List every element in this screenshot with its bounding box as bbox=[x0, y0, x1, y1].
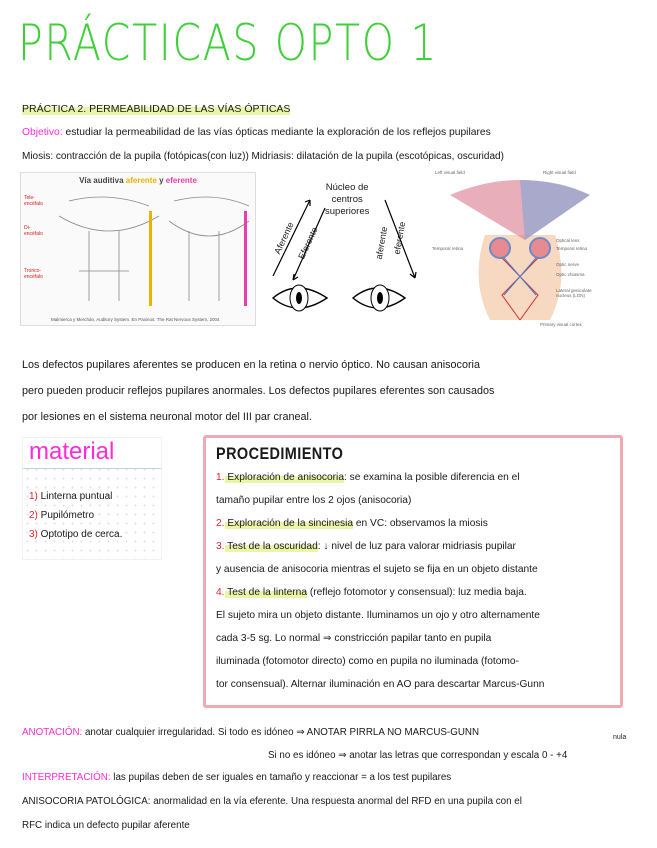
step-text: El sujeto mira un objeto distante. Iluminamos un ojo y otro alternamente bbox=[216, 610, 540, 621]
procedure-box bbox=[203, 435, 623, 708]
miosis-line: Miosis: contracción de la pupila (fotópicas(con luz)) Midriasis: dilatación de la pupila (escotópicas, oscuridad) bbox=[22, 151, 504, 162]
step-text: (reflejo fotomotor y consensual): luz media baja. bbox=[307, 587, 527, 598]
anisocoria-line: ANISOCORIA PATOLÓGICA: anormalidad en la vía eferente. Una respuesta anormal del RFD en una pupila con el bbox=[22, 796, 522, 807]
label-efferent-left: Eferente bbox=[296, 225, 320, 261]
procedure-line bbox=[216, 650, 610, 673]
figure-and: y bbox=[156, 176, 166, 185]
step-text: en VC: observamos la miosis bbox=[353, 518, 488, 529]
objective-text: estudiar la permeabilidad de las vías ópticas mediante la exploración de los reflejos pupilares bbox=[62, 127, 491, 138]
step-text: tamaño pupilar entre los 2 ojos (anisocoria) bbox=[216, 495, 412, 506]
annotation-line bbox=[22, 727, 479, 738]
label-tronco: Tronco-encéfalo bbox=[24, 268, 43, 280]
label-afferent-right: aferente bbox=[373, 225, 390, 261]
diagram-top-1: Núcleo de bbox=[325, 182, 369, 193]
item-number: 2) bbox=[29, 510, 38, 521]
procedure-line bbox=[216, 558, 610, 581]
label-lgn: Lateral geniculate nucleus (LGN) bbox=[556, 288, 592, 298]
paragraph-line: pero pueden producir reflejos pupilares anormales. Los defectos pupilares eferentes son causados bbox=[22, 385, 495, 397]
procedure-line bbox=[216, 535, 610, 558]
annotation-label: ANOTACIÓN: bbox=[22, 727, 83, 738]
page-title: PRÁCTICAS OPTO 1 bbox=[18, 14, 439, 72]
label-left-field: Left visual field bbox=[435, 170, 465, 175]
section-heading: PRÁCTICA 2. PERMEABILIDAD DE LAS VÍAS ÓPTICAS bbox=[22, 103, 291, 115]
label-afferent-left: Aferente bbox=[272, 220, 296, 256]
step-text: iluminada (fotomotor directo) como en pupila no iluminada (fotomo- bbox=[216, 656, 519, 667]
brain-sketch bbox=[49, 191, 254, 313]
diagram-top-3: superiores bbox=[325, 206, 370, 217]
step-title: Exploración de la sincinesia bbox=[224, 518, 354, 529]
material-item bbox=[29, 529, 161, 540]
figure-efferent: eferente bbox=[165, 176, 197, 185]
visual-pathway-figure bbox=[430, 170, 605, 330]
procedure-line bbox=[216, 581, 610, 604]
material-box bbox=[22, 437, 162, 560]
item-number: 1) bbox=[29, 491, 38, 502]
interpretation-line bbox=[22, 772, 451, 783]
objective-line bbox=[22, 127, 491, 138]
item-text: Optotipo de cerca. bbox=[37, 529, 123, 540]
nula-note: nula bbox=[613, 734, 627, 741]
auditory-pathway-figure bbox=[20, 172, 256, 326]
interpretation-text: las pupilas deben de ser iguales en tamaño y reaccionar = a los test pupilares bbox=[110, 772, 452, 783]
figure-caption: Malmierca y Merchán, Auditory System. En Paxinos: The Rat Nervous System, 2004 bbox=[51, 317, 220, 322]
label-efferent-right: eferente bbox=[391, 220, 408, 256]
step-title: Test de la oscuridad bbox=[224, 541, 318, 552]
procedure-line bbox=[216, 512, 610, 535]
item-text: Linterna puntual bbox=[37, 491, 113, 502]
diagram-top-2: centros bbox=[331, 194, 363, 205]
annotation-text: anotar cualquier irregularidad. Si todo es idóneo ⇒ ANOTAR PIRRLA NO MARCUS-GUNN bbox=[82, 727, 480, 738]
arrows bbox=[265, 178, 430, 328]
step-text: y ausencia de anisocoria mientras el sujeto se fija en un objeto distante bbox=[216, 564, 538, 575]
step-title: Test de la linterna bbox=[224, 587, 307, 598]
procedure-title: PROCEDIMIENTO bbox=[216, 444, 344, 463]
step-text: : ↓ nivel de luz para valorar midriasis pupilar bbox=[317, 541, 516, 552]
step-title: Exploración de anisocoria bbox=[224, 472, 344, 483]
item-number: 3) bbox=[29, 529, 38, 540]
annotation-line-2: Si no es idóneo ⇒ anotar las letras que correspondan y escala 0 - +4 bbox=[268, 750, 568, 761]
step-number: 3. bbox=[216, 541, 225, 552]
step-text: tor consensual). Alternar iluminación en AO para descartar Marcus-Gunn bbox=[216, 679, 545, 690]
material-title: material bbox=[23, 438, 161, 469]
step-text: : se examina la posible diferencia en el bbox=[344, 472, 520, 483]
defects-paragraph bbox=[22, 352, 494, 430]
paragraph-line: Los defectos pupilares aferentes se producen en la retina o nervio óptico. No causan anisocoria bbox=[22, 359, 480, 371]
label-chiasma: Optic chiasma bbox=[556, 272, 585, 277]
step-number: 4. bbox=[216, 587, 225, 598]
step-text: cada 3-5 sg. Lo normal ⇒ constricción papilar tanto en pupila bbox=[216, 633, 492, 644]
material-item bbox=[29, 491, 161, 502]
label-lens: Optical lens bbox=[556, 238, 580, 243]
reflex-diagram bbox=[265, 178, 430, 328]
anisocoria-line: RFC indica un defecto pupilar aferente bbox=[22, 820, 190, 831]
procedure-line bbox=[216, 466, 610, 489]
label-cortex: Primary visual cortex bbox=[540, 322, 582, 327]
label-optic-nerve: Optic nerve bbox=[556, 262, 580, 267]
label-temporal-left: Temporal retina bbox=[432, 246, 464, 251]
material-item bbox=[29, 510, 161, 521]
label-right-field: Right visual field bbox=[543, 170, 576, 175]
label-temporal-right: Temporal retina bbox=[556, 246, 588, 251]
label-di: Di-encéfalo bbox=[24, 225, 43, 237]
procedure-line bbox=[216, 627, 610, 650]
figure-afferent: aferente bbox=[125, 176, 157, 185]
label-tele: Tele-encéfalo bbox=[24, 195, 43, 207]
procedure-line bbox=[216, 673, 610, 696]
step-number: 2. bbox=[216, 518, 225, 529]
item-text: Pupilómetro bbox=[37, 510, 95, 521]
objective-label: Objetivo: bbox=[22, 127, 63, 138]
paragraph-line: por lesiones en el sistema neuronal motor del III par craneal. bbox=[22, 411, 312, 423]
figure-title: Vía auditiva bbox=[79, 176, 126, 185]
procedure-line bbox=[216, 489, 610, 512]
procedure-line bbox=[216, 604, 610, 627]
step-number: 1. bbox=[216, 472, 225, 483]
interpretation-label: INTERPRETACIÓN: bbox=[22, 772, 111, 783]
